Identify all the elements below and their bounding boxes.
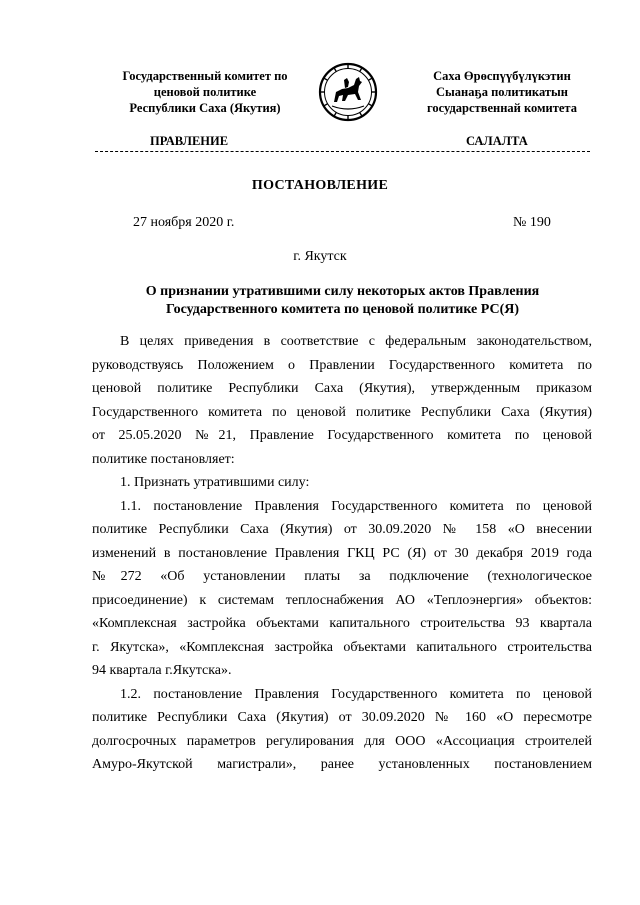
document-title: ПОСТАНОВЛЕНИЕ: [251, 178, 389, 193]
document-date: 27 ноября 2020 г.: [133, 215, 235, 230]
document-number: № 190: [513, 215, 551, 230]
document-city: г. Якутск: [293, 249, 347, 264]
header-right-line: Саха Өрөспүүбүлүкэтин: [433, 69, 571, 83]
body-line: долгосрочных параметров регулирования для ООО «Ассоциация строителей: [92, 733, 592, 749]
dept-left: ПРАВЛЕНИЕ: [150, 134, 229, 148]
body-line: №272 «Об установлении платы за подключение (технологическое: [92, 569, 592, 584]
body-line: политике постановляет:: [92, 451, 235, 467]
header-left-line: Республики Саха (Якутия): [129, 101, 281, 115]
body-line: Амуро-Якутской магистрали», ранее установленных постановлением: [92, 757, 592, 772]
body-line: политике Республики Саха (Якутия) от 30.09.2020 № 158 «О внесении: [92, 522, 592, 537]
body-line: присоединение) к системам теплоснабжения АО «Теплоэнергия» объектов:: [92, 592, 592, 608]
sakha-emblem-icon: [318, 62, 378, 122]
header-left-org: [95, 68, 315, 116]
body-line: руководствуясь Положением о Правлении Государственного комитета по: [92, 357, 592, 373]
body-line: г. Якутска», «Комплексная застройка объектами капитального строительства: [92, 639, 592, 655]
body-line: Государственного комитета по ценовой политике Республики Саха (Якутия): [92, 404, 592, 420]
body-line: ценовой политике Республики Саха (Якутия), утвержденным приказом: [92, 381, 592, 396]
body-line: 1. Признать утратившими силу:: [120, 475, 310, 490]
header-divider: [95, 151, 590, 152]
body-line: политике Республики Саха (Якутия) от 30.09.2020 № 160 «О пересмотре: [92, 710, 592, 725]
header-right-line: Сыанаҕа политикатын: [436, 85, 568, 99]
dept-right: САЛАЛТА: [466, 134, 528, 148]
header-left-line: ценовой политике: [153, 85, 257, 99]
subject-line: Государственного комитета по ценовой политике РС(Я): [165, 302, 520, 317]
body-line: изменений в постановление Правления ГКЦ РС (Я) от 30 декабря 2019 года: [92, 545, 592, 561]
document-subject: [95, 283, 590, 319]
body-line: «Комплексная застройка объектами капитального строительства 93 квартала: [92, 616, 592, 631]
header-right-line: государственнай комитета: [427, 101, 577, 115]
body-line: В целях приведения в соответствие с федеральным законодательством,: [120, 334, 592, 349]
header-left-line: Государственный комитет по: [122, 69, 288, 83]
body-line: 94 квартала г.Якутска».: [92, 663, 232, 678]
subject-line: О признании утратившими силу некоторых актов Правления: [145, 284, 540, 299]
document-body: [92, 330, 592, 777]
body-line: 1.2. постановление Правления Государственного комитета по ценовой: [120, 686, 592, 702]
header-right-org: [392, 68, 612, 116]
body-line: от 25.05.2020 №21, Правление Государственного комитета по ценовой: [92, 428, 592, 443]
body-line: 1.1. постановление Правления Государственного комитета по ценовой: [120, 498, 592, 514]
